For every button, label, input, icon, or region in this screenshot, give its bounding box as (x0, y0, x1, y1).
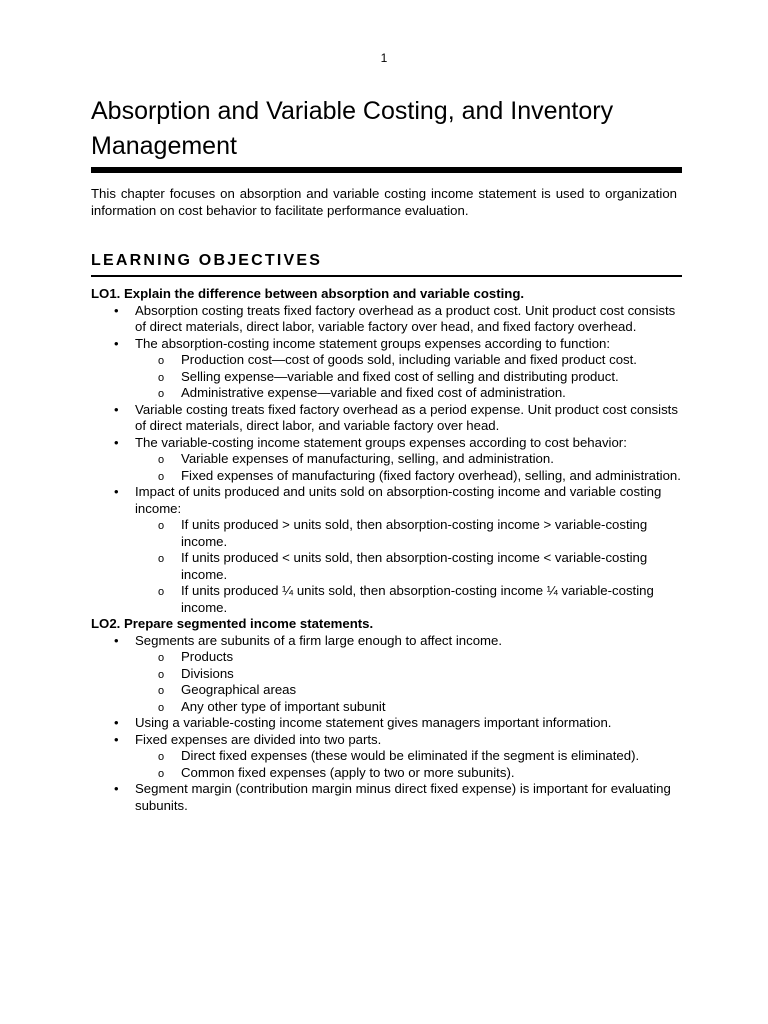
sub-bullet-marker: o (158, 685, 165, 697)
sub-bullet-marker: o (158, 355, 165, 367)
bullet-marker: • (114, 434, 119, 450)
section-heading: LEARNING OBJECTIVES (91, 252, 323, 269)
sub-bullet-text: If units produced > units sold, then absorption-costing income > variable-costing income. (181, 517, 648, 549)
sub-bullet-item (91, 765, 682, 782)
bullet-text: Segments are subunits of a firm large enough to affect income. (135, 632, 503, 648)
bullet-item (91, 732, 682, 782)
sub-bullet-marker: o (158, 701, 165, 714)
bullet-item (91, 715, 682, 732)
bullet-marker: • (114, 731, 119, 747)
sub-bullet-text: If units produced < units sold, then absorption-costing income < variable-costing income. (181, 550, 648, 582)
sub-bullet-item (91, 517, 682, 550)
sub-bullet-item (91, 369, 682, 386)
sub-bullets (135, 451, 682, 484)
sub-bullet-text: Variable expenses of manufacturing, selling, and administration. (181, 451, 554, 466)
sub-bullet-item (91, 649, 682, 666)
bullet-marker: • (114, 484, 119, 499)
page-number: 1 (380, 51, 388, 65)
bullet-item (91, 781, 682, 814)
bullet-marker: • (114, 781, 119, 796)
sub-bullet-text: If units produced ¼ units sold, then absorption-costing income ¼ variable-costing income. (181, 583, 654, 615)
bullet-marker: • (114, 302, 119, 318)
sub-bullet-text: Geographical areas (181, 682, 297, 697)
sub-bullet-item (91, 352, 682, 369)
sub-bullet-marker: o (158, 470, 165, 483)
chapter-intro: This chapter focuses on absorption and variable costing income statement is used to organization information on cost behavior to facilitate performance evaluation. (91, 186, 677, 218)
sub-bullet-text: Products (181, 649, 234, 664)
sub-bullet-marker: o (158, 652, 165, 664)
bullet-text: Variable costing treats fixed factory overhead as a period expense. Unit product cost consists of direct materials, direct labor, and variable factory over head. (135, 401, 678, 433)
sub-bullet-marker: o (158, 454, 165, 466)
sub-bullet-marker: o (158, 388, 165, 400)
bullet-item (91, 303, 682, 336)
sub-bullet-item (91, 748, 682, 765)
sub-bullet-text: Divisions (181, 665, 234, 681)
sub-bullet-text: Common fixed expenses (apply to two or more subunits). (181, 764, 515, 780)
bullet-text: The variable-costing income statement groups expenses according to cost behavior: (135, 434, 627, 450)
objective-section (91, 286, 682, 616)
objective-section (91, 616, 682, 814)
objective-heading: LO1. Explain the difference between absorption and variable costing. (91, 286, 525, 301)
sub-bullet-item (91, 666, 682, 683)
sub-bullet-item (91, 699, 682, 716)
sub-bullets (135, 649, 682, 715)
sub-bullets (135, 517, 682, 616)
sub-bullet-item (91, 468, 682, 485)
sub-bullet-item (91, 550, 682, 583)
sub-bullet-text: Direct fixed expenses (these would be eliminated if the segment is eliminated). (181, 748, 640, 763)
learning-objectives (91, 286, 682, 814)
bullet-item (91, 402, 682, 435)
sub-bullet-item (91, 451, 682, 468)
sub-bullet-marker: o (158, 520, 165, 532)
chapter-title: Absorption and Variable Costing, and Inventory Management (91, 97, 614, 160)
sub-bullet-marker: o (158, 586, 165, 598)
sub-bullet-marker: o (158, 751, 165, 763)
bullet-marker: • (114, 335, 119, 351)
sub-bullet-marker: o (158, 767, 165, 780)
bullet-text: Fixed expenses are divided into two parts. (135, 731, 382, 747)
sub-bullet-text: Selling expense—variable and fixed cost of selling and distributing product. (181, 368, 619, 384)
sub-bullet-text: Fixed expenses of manufacturing (fixed factory overhead), selling, and administration. (181, 467, 681, 483)
sub-bullet-text: Any other type of important subunit (181, 698, 386, 714)
sub-bullet-marker: o (158, 668, 165, 681)
title-divider (91, 167, 682, 173)
sub-bullet-text: Administrative expense—variable and fixed cost of administration. (181, 385, 566, 400)
sub-bullets (135, 352, 682, 402)
objective-heading: LO2. Prepare segmented income statements. (91, 616, 374, 631)
sub-bullet-marker: o (158, 371, 165, 384)
sub-bullets (135, 748, 682, 781)
bullet-item (91, 435, 682, 485)
bullet-marker: • (114, 715, 119, 730)
bullet-marker: • (114, 632, 119, 648)
objective-bullets (91, 633, 682, 815)
sub-bullet-item (91, 583, 682, 616)
sub-bullet-marker: o (158, 553, 165, 565)
bullet-marker: • (114, 401, 119, 417)
sub-bullet-text: Production cost—cost of goods sold, including variable and fixed product cost. (181, 352, 637, 367)
bullet-item (91, 484, 682, 616)
bullet-item (91, 336, 682, 402)
bullet-text: The absorption-costing income statement groups expenses according to function: (135, 335, 611, 351)
bullet-text: Absorption costing treats fixed factory overhead as a product cost. Unit product cost consists of direct materials, direct labor, variable factory over head, and fixed factory overhead. (135, 302, 676, 334)
bullet-text: Using a variable-costing income statement gives managers important information. (135, 715, 612, 730)
objective-bullets (91, 303, 682, 617)
sub-bullet-item (91, 682, 682, 699)
bullet-text: Segment margin (contribution margin minus direct fixed expense) is important for evaluating subunits. (135, 781, 671, 813)
section-divider (91, 275, 682, 277)
bullet-text: Impact of units produced and units sold on absorption-costing income and variable costing income: (135, 484, 662, 516)
sub-bullet-item (91, 385, 682, 402)
bullet-item (91, 633, 682, 716)
